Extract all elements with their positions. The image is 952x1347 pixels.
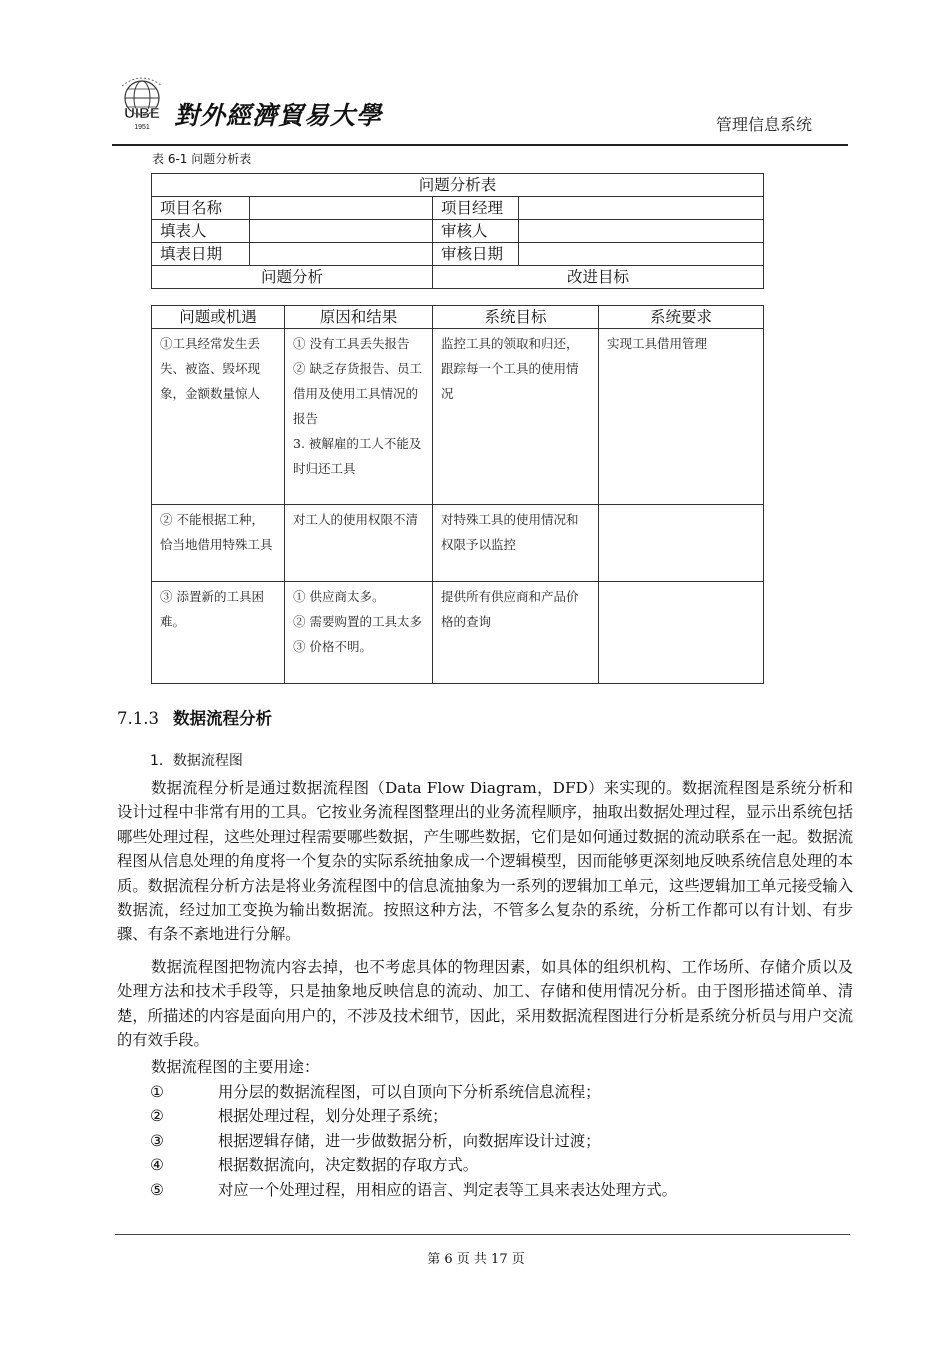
- paragraph: 数据流程图把物流内容去掉，也不考虑具体的物理因素，如具体的组织机构、工作场所、存储介质以及处理方法和技术手段等，只是抽象地反映信息的流动、加工、存储和使用情况分析。由于图形描述简单、清楚，所描述的内容是面向用户的，不涉及技术细节，因此，采用数据流程图进行分析是系统分析员与用户交流的有效手段。: [117, 958, 853, 1050]
- list-text: 根据数据流向，决定数据的存取方式。: [218, 1156, 479, 1175]
- paragraph: 数据流程分析是通过数据流程图（Data Flow Diagram，DFD）来实现的。数据流程图是系统分析和设计过程中非常有用的工具。它按业务流程图整理出的业务流程顺序，抽取出数据处理过程，显示出系统包括哪些处理过程，这些处理过程需要哪些数据，产生哪些数据，它们是如何通过数据的流动联系在一起。数据流程图从信息处理的角度将一个复杂的实际系统抽象成一个逻辑模型，因而能够更深刻地反映系统信息处理的本质。数据流程分析方法是将业务流程图中的信息流抽象为一系列的逻辑加工单元，这些逻辑加工单元接受输入数据流，经过加工变换为输出数据流。按照这种方法，不管多么复杂的系统，分析工作都可以有计划、有步骤、有条不紊地进行分解。: [117, 779, 853, 944]
- course-title: 管理信息系统: [715, 115, 812, 134]
- table-cell: ③ 添置新的工具困难。: [152, 582, 285, 684]
- list-item: [150, 1153, 850, 1177]
- table-title-row: [152, 174, 764, 197]
- problem-analysis-table: [151, 173, 764, 289]
- list-item: [150, 1080, 850, 1104]
- subheading: 1．数据流程图: [150, 753, 243, 769]
- meta-label: 填表人: [152, 220, 250, 243]
- meta-value: [250, 220, 433, 243]
- meta-label: 项目名称: [152, 197, 250, 220]
- column-header: 问题或机遇: [152, 306, 285, 329]
- list-item: [150, 1178, 850, 1202]
- meta-label: 审核人: [433, 220, 519, 243]
- table-row: [152, 220, 764, 243]
- table-cell: [599, 505, 764, 582]
- table-cell: ①工具经常发生丢失、被盗、毁坏现象，金额数量惊人: [152, 329, 285, 505]
- list-text: 对应一个处理过程，用相应的语言、判定表等工具来表达处理方式。: [218, 1180, 677, 1199]
- column-header-row: [152, 306, 764, 329]
- section-title: 数据流程分析: [172, 709, 272, 728]
- table-row: [152, 582, 764, 684]
- meta-value: [519, 243, 764, 266]
- table-cell: 对工人的使用权限不清: [285, 505, 433, 582]
- column-header: 系统目标: [433, 306, 599, 329]
- footer-divider: [115, 1234, 850, 1235]
- list-marker: ④: [150, 1156, 164, 1175]
- section-number: 7.1.3: [117, 709, 159, 728]
- page-header: [112, 72, 848, 146]
- table-caption: 表 6-1 问题分析表: [152, 152, 252, 166]
- table-cell: 实现工具借用管理: [599, 329, 764, 505]
- logo-text: UIBE: [124, 105, 160, 122]
- list-text: 根据逻辑存储，进一步做数据分析，向数据库设计过渡；: [218, 1131, 601, 1150]
- table-cell: ① 供应商太多。 ② 需要购置的工具太多 ③ 价格不明。: [285, 582, 433, 684]
- group-header-row: [152, 266, 764, 289]
- table-cell: 监控工具的领取和归还，跟踪每一个工具的使用情况: [433, 329, 599, 505]
- table-title: 问题分析表: [152, 174, 764, 197]
- list-text: 根据处理过程，划分处理子系统；: [218, 1107, 448, 1126]
- meta-value: [519, 220, 764, 243]
- meta-value: [250, 243, 433, 266]
- group-header: 问题分析: [152, 266, 433, 289]
- column-header: 系统要求: [599, 306, 764, 329]
- meta-value: [250, 197, 433, 220]
- group-header: 改进目标: [433, 266, 764, 289]
- table-cell: [599, 582, 764, 684]
- table-cell: ① 没有工具丢失报告 ② 缺乏存货报告、员工借用及使用工具情况的报告 3. 被解雇的工人不能及时归还工具: [285, 329, 433, 505]
- list-item: [150, 1104, 850, 1128]
- page-number: 第 6 页 共 17 页: [427, 1252, 525, 1267]
- problem-analysis-body: [151, 305, 764, 684]
- header-divider: [112, 144, 848, 146]
- table-cell: 对特殊工具的使用情况和权限予以监控: [433, 505, 599, 582]
- table-row: [152, 329, 764, 505]
- university-logo-icon: [114, 74, 170, 134]
- column-header: 原因和结果: [285, 306, 433, 329]
- meta-label: 填表日期: [152, 243, 250, 266]
- table-row: [152, 197, 764, 220]
- paragraph: 数据流程图的主要用途：: [151, 1058, 320, 1076]
- meta-label: 项目经理: [433, 197, 519, 220]
- university-name: 對外經濟貿易大學: [174, 101, 383, 130]
- list-marker: ②: [150, 1107, 164, 1126]
- table-cell: 提供所有供应商和产品价格的查询: [433, 582, 599, 684]
- table-row: [152, 243, 764, 266]
- logo-year: 1951: [134, 124, 150, 131]
- table-cell: ② 不能根据工种，恰当地借用特殊工具: [152, 505, 285, 582]
- uses-list: [150, 1080, 850, 1202]
- section-heading: [117, 705, 272, 729]
- list-text: 用分层的数据流程图，可以自顶向下分析系统信息流程；: [218, 1083, 601, 1101]
- meta-label: 审核日期: [433, 243, 519, 266]
- list-marker: ③: [150, 1131, 164, 1150]
- meta-value: [519, 197, 764, 220]
- list-marker: ⑤: [150, 1180, 164, 1199]
- list-marker: ①: [150, 1083, 164, 1101]
- table-row: [152, 505, 764, 582]
- list-item: [150, 1129, 850, 1153]
